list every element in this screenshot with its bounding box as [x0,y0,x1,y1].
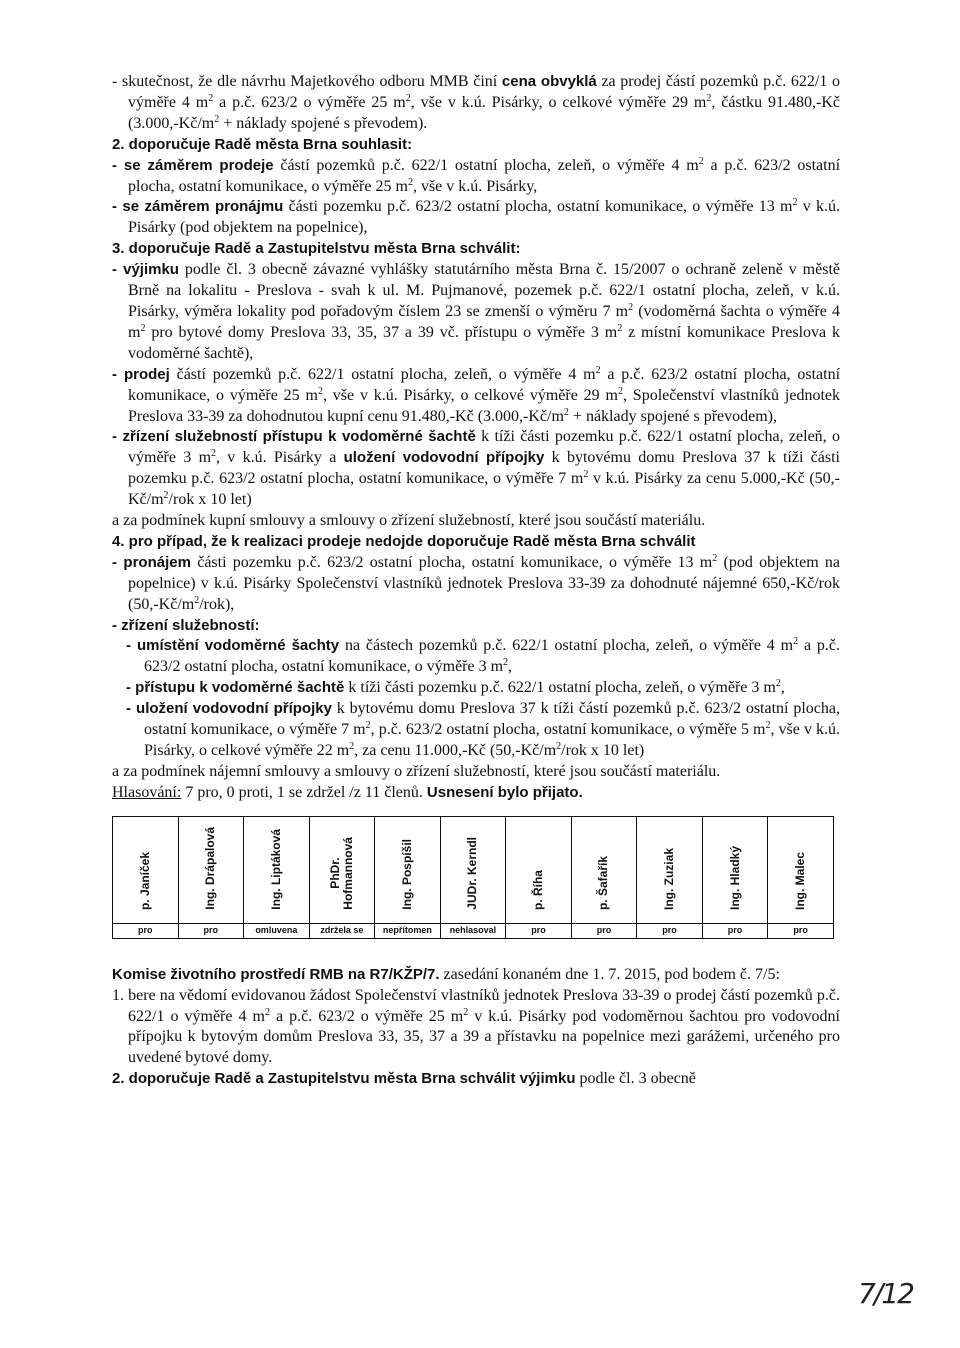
vote-member-name: p. Šafařík [596,855,611,910]
paragraph-sale-intent: - se záměrem prodeje částí pozemků p.č. 622/1 ostatní plocha, zeleň, o výměře 4 $m^2$ a p.č. 623/2 ostatní plocha, ostatní komunikace, o výměře 25 $m^2$, vše v k.ú. Pisárky, [112,155,841,195]
vote-member-cell [637,816,703,923]
paragraph-lease-conditions: a za podmínek nájemní smlouvy a smlouvy o zřízení služebností, které jsou součástí materiálu. [112,762,721,780]
section-3-heading: 3. doporučuje Radě a Zastupitelstvu města Brna schválit: [112,240,521,258]
vote-result-cell: pro [637,923,703,938]
vote-member-name: Ing. Liptáková [268,829,283,910]
vote-member-cell [440,816,506,923]
vote-member-cell [244,816,310,923]
vote-member-name: p. Janíček [137,851,152,910]
section-2-heading: 2. doporučuje Radě města Brna souhlasit: [112,135,413,153]
vote-member-cell [309,816,375,923]
vote-result-cell: pro [571,923,637,938]
vote-member-cell [178,816,244,923]
paragraph-sale: - prodej částí pozemků p.č. 622/1 ostatní plocha, zeleň, o výměře 4 $m^2$ a p.č. 623/2 ostatní plocha, ostatní komunikace, o výměře 25 $m^2$, vše v k.ú. Pisárky, o celkové výměře 29 $m^2$, Společenství vlastníků jednotek Preslova 33-39 za dohodnutou kupní cenu 91.480,-Kč ($3.000,-Kč/m^2$ + náklady spojené s převodem), [112,364,841,425]
vote-summary: Hlasování: 7 pro, 0 proti, 1 se zdržel /z 11 členů. Usnesení bylo přijato. [112,783,583,801]
vote-result-cell: pro [702,923,768,938]
vote-member-name: JUDr. Kerndl [465,837,480,910]
paragraph-access: - přístupu k vodoměrné šachtě k tíži části pozemku p.č. 622/1 ostatní plocha, zeleň, o výměře 3 $m^2$, [126,678,785,697]
vote-names-row [113,816,834,923]
committee-item-2: 2. doporučuje Radě a Zastupitelstvu města Brna schválit výjimku podle čl. 3 obecně [112,1070,696,1088]
vote-member-cell [571,816,637,923]
vote-result-cell: nehlasoval [440,923,506,938]
vote-member-cell [506,816,572,923]
vote-result-cell: zdržela se [309,923,375,938]
vote-member-cell [702,816,768,923]
committee-item-1: 1. bere na vědomí evidovanou žádost Společenství vlastníků jednotek Preslova 33-39 o prodej částí pozemků p.č. 622/1 o výměře 4 $m^2$ a p.č. 623/2 o výměře 25 $m^2$ v k.ú. Pisárky pod vodoměrnou šachtou pro vodovodní přípojku k bytovým domům Preslova 33, 35, 37 a 39 a přístavku na popelnice mezi garážemi, určeného pro uvedené bytové domy. [112,986,840,1067]
paragraph-lease-intent: - se záměrem pronájmu části pozemku p.č. 623/2 ostatní plocha, ostatní komunikace, o výměře 13 $m^2$ v k.ú. Pisárky (pod objektem na popelnice), [112,197,841,237]
document-body [112,72,840,1090]
vote-member-cell [768,816,834,923]
vote-result-cell: pro [768,923,834,938]
paragraph-exemption: - výjimku podle čl. 3 obecně závazné vyhlášky statutárního města Brna č. 15/2007 o ochraně zeleně v městě Brně na lokalitu - Preslova - svah k ul. M. Pujmanové, pozemek p.č. 622/1 ostatní plocha, zeleň, v k.ú. Pisárky, výměra lokality pod pořadovým číslem 23 se zmenší o výměru 7 $m^2$ (vodoměrná šachta o výměře 4 $m^2$ pro bytové domy Preslova 33, 35, 37 a 39 vč. přístupu o výměře 3 $m^2$ z místní komunikace Preslova k vodoměrné šachtě), [112,261,841,362]
vote-member-cell [113,816,179,923]
committee-section [112,965,840,1090]
vote-member-cell [375,816,441,923]
paragraph-meter-shaft: - umístění vodoměrné šachty na částech pozemků p.č. 622/1 ostatní plocha, zeleň, o výměře 4 $m^2$ a p.č. 623/2 ostatní plocha, ostatní komunikace, o výměře 3 $m^2$, [126,636,841,676]
paragraph-easements-heading: - zřízení služebností: [112,616,260,634]
vote-member-name: Ing. Hladký [727,845,742,910]
paragraph-easement: - zřízení služebností přístupu k vodoměrné šachtě k tíži části pozemku p.č. 622/1 ostatní plocha, zeleň, o výměře 3 $m^2$, v k.ú. Pisárky a uložení vodovodní přípojky k bytovému domu Preslova 37 k tíži části pozemku p.č. 623/2 ostatní plocha, ostatní komunikace, o výměře 7 $m^2$ v k.ú. Pisárky za cenu 5.000,-Kč ($50,-Kč/m^2$/rok x 10 let) [112,428,841,509]
vote-member-name: Ing. Zuziak [662,847,677,910]
vote-member-name: p. Říha [530,869,545,910]
vote-result-cell: nepřítomen [375,923,441,938]
vote-results-row [113,923,834,938]
vote-result-cell: pro [113,923,179,938]
page-number-handwritten: 7/12 [858,1277,913,1310]
vote-member-name: Ing. Drápalová [203,827,218,910]
committee-heading: Komise životního prostředí RMB na R7/KŽP/7. zasedání konaném dne 1. 7. 2015, pod bodem č. 7/5: [112,965,780,983]
vote-member-name: PhDr. Hofmannová [327,837,355,910]
section-4-heading: 4. pro případ, že k realizaci prodeje nedojde doporučuje Radě města Brna schválit [112,532,696,550]
paragraph-water-connection: - uložení vodovodní přípojky k bytovému domu Preslova 37 k tíži částí pozemků p.č. 623/2 ostatní plocha, ostatní komunikace, o výměře 7 $m^2$, p.č. 623/2 ostatní plocha, ostatní komunikace, o výměře 5 $m^2$, vše v k.ú. Pisárky, o celkové výměře 22 $m^2$, za cenu 11.000,-Kč ($50,-Kč/m^2$/rok x 10 let) [126,700,841,759]
paragraph-price: - skutečnost, že dle návrhu Majetkového odboru MMB činí cena obvyklá za prodej částí pozemků p.č. 622/1 o výměře 4 $m^2$ a p.č. 623/2 o výměře 25 $m^2$, vše v k.ú. Pisárky, o celkové výměře 29 $m^2$, částku 91.480,-Kč ($3.000,-Kč/m^2$ + náklady spojené s převodem). [112,73,841,132]
vote-member-name: Ing. Pospíšil [399,839,414,910]
paragraph-lease: - pronájem části pozemku p.č. 623/2 ostatní plocha, ostatní komunikace, o výměře 13 $m^2$ (pod objektem na popelnice) v k.ú. Pisárky Společenství vlastníků jednotek Preslova 33-39 za dohodnuté nájemné 650,-Kč/rok $(50,-Kč/m^2/rok)$, [112,552,841,613]
vote-result-cell: pro [178,923,244,938]
vote-result-cell: omluvena [244,923,310,938]
vote-result-cell: pro [506,923,572,938]
vote-table [112,816,834,939]
vote-member-name: Ing. Malec [793,851,808,910]
paragraph-conditions: a za podmínek kupní smlouvy a smlouvy o zřízení služebností, které jsou součástí materiálu. [112,512,706,530]
